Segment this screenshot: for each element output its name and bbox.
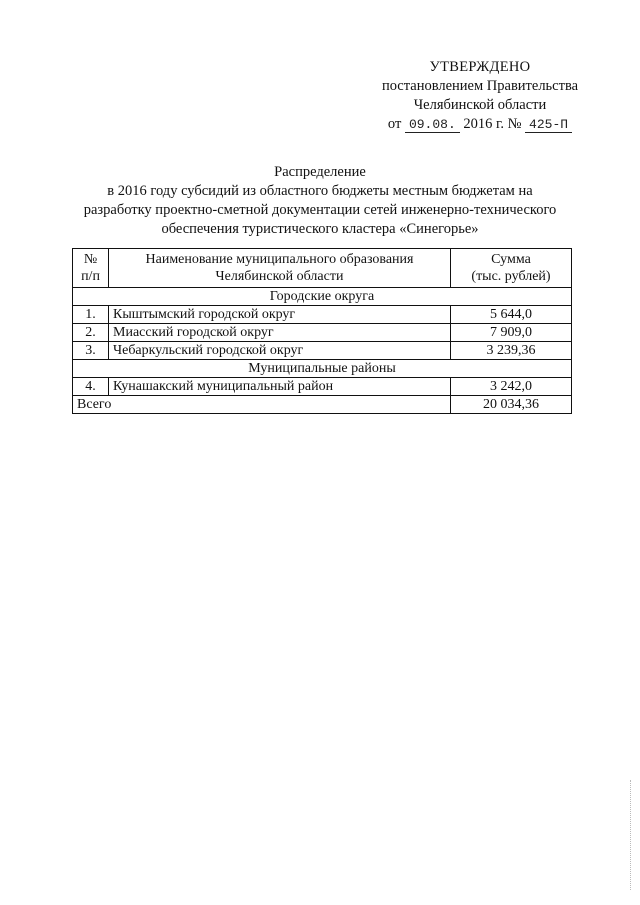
row-name: Миасский городской округ bbox=[109, 324, 451, 342]
approval-number: 425-П bbox=[525, 118, 572, 133]
approval-line-2: Челябинской области bbox=[413, 97, 547, 113]
approval-date-line bbox=[360, 115, 600, 134]
approval-stamp bbox=[360, 58, 600, 134]
header-sum-top: Сумма bbox=[491, 252, 531, 267]
total-sum: 20 034,36 bbox=[451, 396, 572, 414]
approval-line-1: постановлением Правительства bbox=[381, 78, 579, 94]
row-num: 1. bbox=[73, 306, 109, 324]
table-row bbox=[73, 306, 572, 324]
header-sum-bottom: (тыс. рублей) bbox=[471, 269, 551, 284]
title-line-1: Распределение bbox=[274, 164, 366, 180]
total-label: Всего bbox=[73, 396, 451, 414]
approval-year-suffix: 2016 г. № bbox=[463, 116, 522, 132]
header-num-bottom: п/п bbox=[81, 269, 100, 284]
row-sum: 5 644,0 bbox=[451, 306, 572, 324]
group-row-city-districts bbox=[73, 288, 572, 306]
table-row bbox=[73, 342, 572, 360]
group-row-municipal-districts bbox=[73, 360, 572, 378]
approval-date-prefix: от bbox=[387, 116, 402, 132]
row-sum: 3 242,0 bbox=[451, 378, 572, 396]
header-name-bottom: Челябинской области bbox=[215, 269, 344, 284]
table-row bbox=[73, 378, 572, 396]
header-name bbox=[109, 249, 451, 288]
row-num: 3. bbox=[73, 342, 109, 360]
distribution-table bbox=[72, 248, 572, 414]
table-row bbox=[73, 324, 572, 342]
approval-date: 09.08. bbox=[405, 118, 460, 133]
title-line-2: в 2016 году субсидий из областного бюджеты местным бюджетам на bbox=[107, 183, 533, 199]
header-name-top: Наименование муниципального образования bbox=[145, 252, 414, 267]
row-num: 4. bbox=[73, 378, 109, 396]
header-sum bbox=[451, 249, 572, 288]
total-row bbox=[73, 396, 572, 414]
row-sum: 7 909,0 bbox=[451, 324, 572, 342]
row-name: Чебаркульский городской округ bbox=[109, 342, 451, 360]
header-num bbox=[73, 249, 109, 288]
group-label: Городские округа bbox=[73, 288, 572, 306]
header-num-top: № bbox=[83, 252, 98, 267]
row-name: Кыштымский городской округ bbox=[109, 306, 451, 324]
title-line-3: разработку проектно-сметной документации сетей инженерно-технического bbox=[83, 202, 557, 218]
approval-heading: УТВЕРЖДЕНО bbox=[429, 59, 531, 75]
scan-edge-mark bbox=[630, 780, 632, 890]
document-title bbox=[60, 163, 580, 239]
row-sum: 3 239,36 bbox=[451, 342, 572, 360]
table-header-row bbox=[73, 249, 572, 288]
group-label: Муниципальные районы bbox=[73, 360, 572, 378]
row-name: Кунашакский муниципальный район bbox=[109, 378, 451, 396]
row-num: 2. bbox=[73, 324, 109, 342]
title-line-4: обеспечения туристического кластера «Синегорье» bbox=[161, 221, 479, 237]
